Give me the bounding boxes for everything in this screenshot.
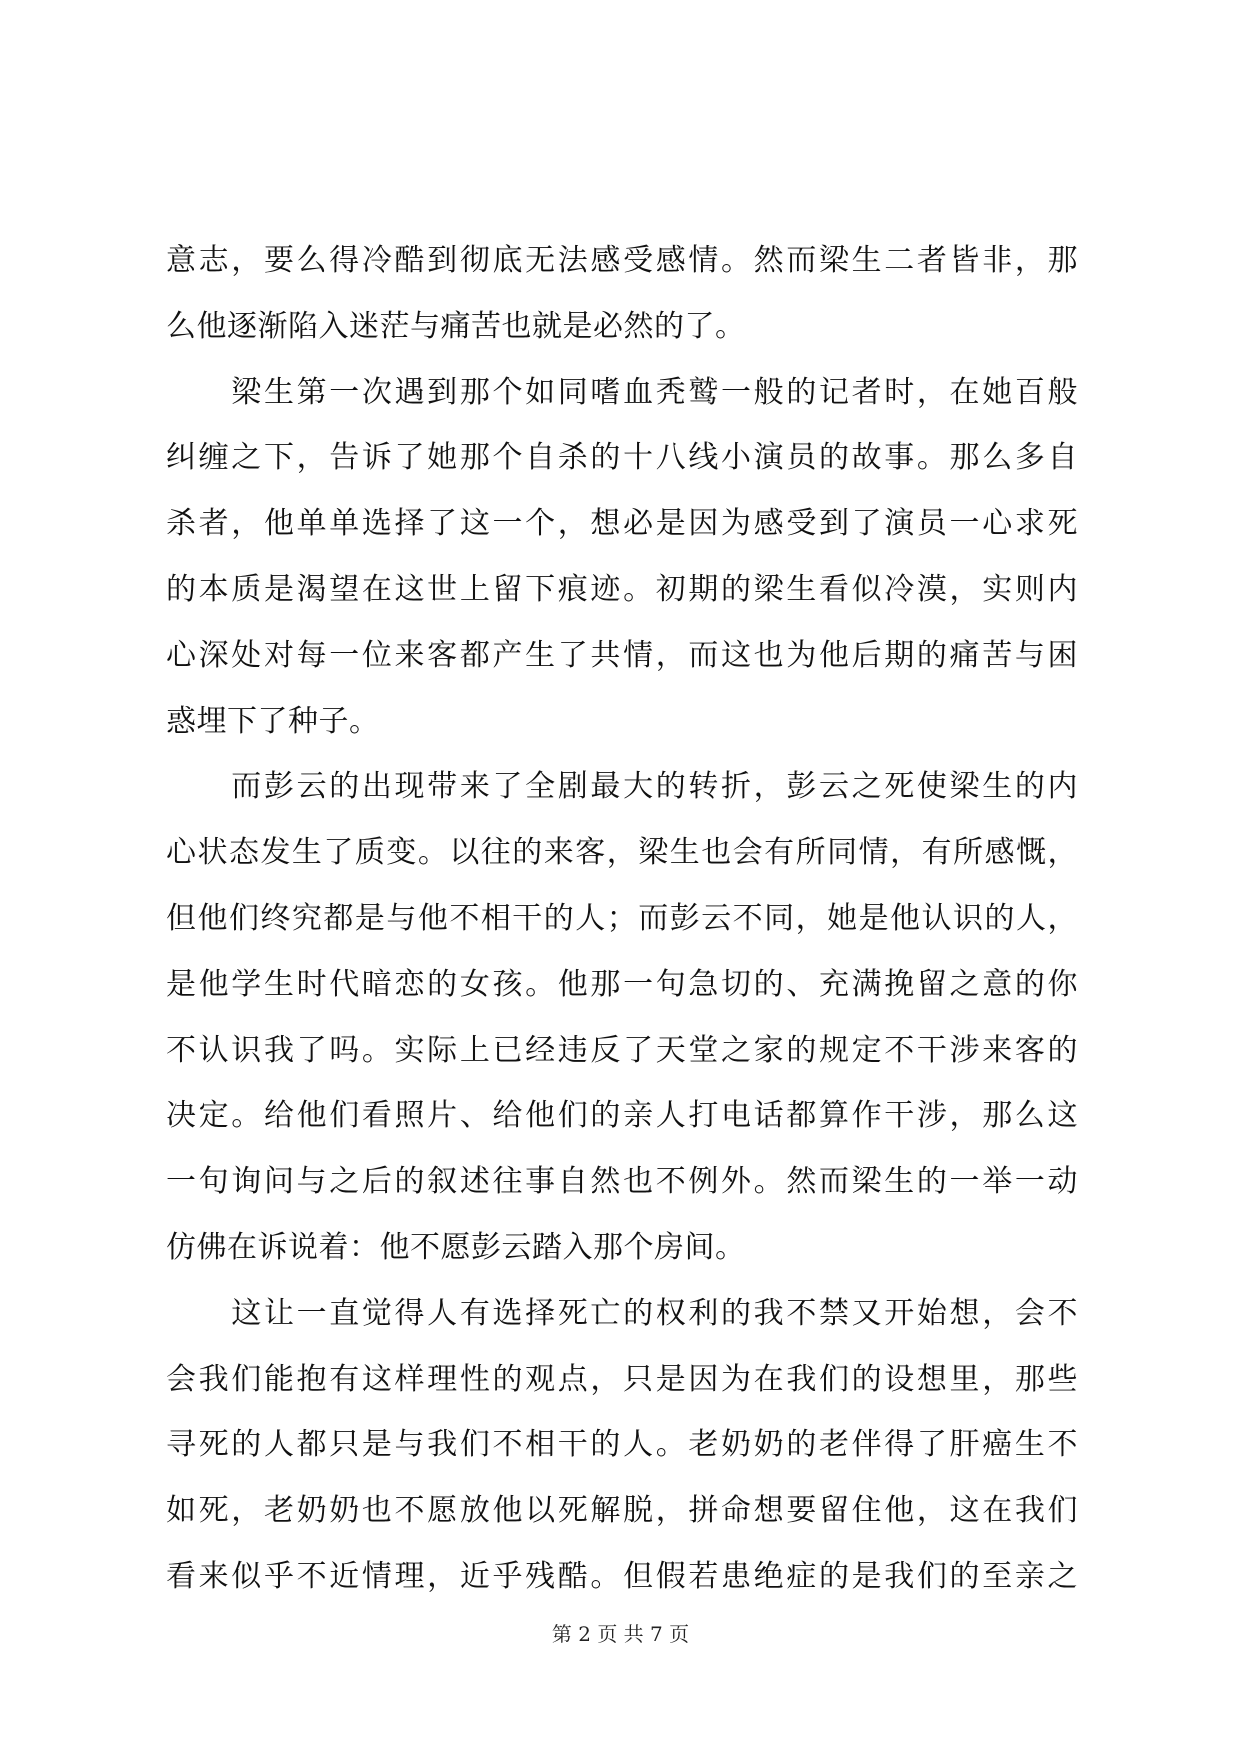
text-line: 但他们终究都是与他不相干的人；而彭云不同，她是他认识的人， <box>166 900 1078 936</box>
text-line: 而彭云的出现带来了全剧最大的转折，彭云之死使梁生的内 <box>166 769 1078 805</box>
text-line: 惑埋下了种子。 <box>166 703 380 739</box>
text-line: 意志，要么得冷酷到彻底无法感受感情。然而梁生二者皆非，那 <box>166 243 1078 278</box>
text-line: 心状态发生了质变。以往的来客，梁生也会有所同情，有所感慨， <box>166 835 1078 871</box>
text-line: 看来似乎不近情理，近乎残酷。但假若患绝症的是我们的至亲之 <box>166 1558 1078 1594</box>
text-line: 一句询问与之后的叙述往事自然也不例外。然而梁生的一举一动 <box>166 1164 1078 1200</box>
page-footer: 第 2 页 共 7 页 <box>551 1622 690 1646</box>
text-line: 仿佛在诉说着：他不愿彭云踏入那个房间。 <box>166 1229 746 1265</box>
text-line: 不认识我了吗。实际上已经违反了天堂之家的规定不干涉来客的 <box>166 1032 1078 1068</box>
text-line: 决定。给他们看照片、给他们的亲人打电话都算作干涉，那么这 <box>166 1098 1078 1134</box>
text-line: 是他学生时代暗恋的女孩。他那一句急切的、充满挽留之意的你 <box>166 966 1078 1002</box>
text-line: 杀者，他单单选择了这一个，想必是因为感受到了演员一心求死 <box>166 506 1078 542</box>
text-line: 会我们能抱有这样理性的观点，只是因为在我们的设想里，那些 <box>166 1361 1078 1397</box>
text-line: 梁生第一次遇到那个如同嗜血秃鹫一般的记者时，在她百般 <box>166 374 1078 410</box>
text-line: 如死，老奶奶也不愿放他以死解脱，拼命想要留住他，这在我们 <box>166 1493 1078 1529</box>
text-line: 纠缠之下，告诉了她那个自杀的十八线小演员的故事。那么多自 <box>166 440 1078 476</box>
text-line: 么他逐渐陷入迷茫与痛苦也就是必然的了。 <box>166 308 746 344</box>
text-line: 心深处对每一位来客都产生了共情，而这也为他后期的痛苦与困 <box>166 637 1078 673</box>
text-line: 这让一直觉得人有选择死亡的权利的我不禁又开始想，会不 <box>166 1295 1078 1331</box>
text-line: 寻死的人都只是与我们不相干的人。老奶奶的老伴得了肝癌生不 <box>166 1427 1078 1463</box>
body-text <box>166 228 1078 1610</box>
text-line: 的本质是渴望在这世上留下痕迹。初期的梁生看似冷漠，实则内 <box>166 571 1078 607</box>
